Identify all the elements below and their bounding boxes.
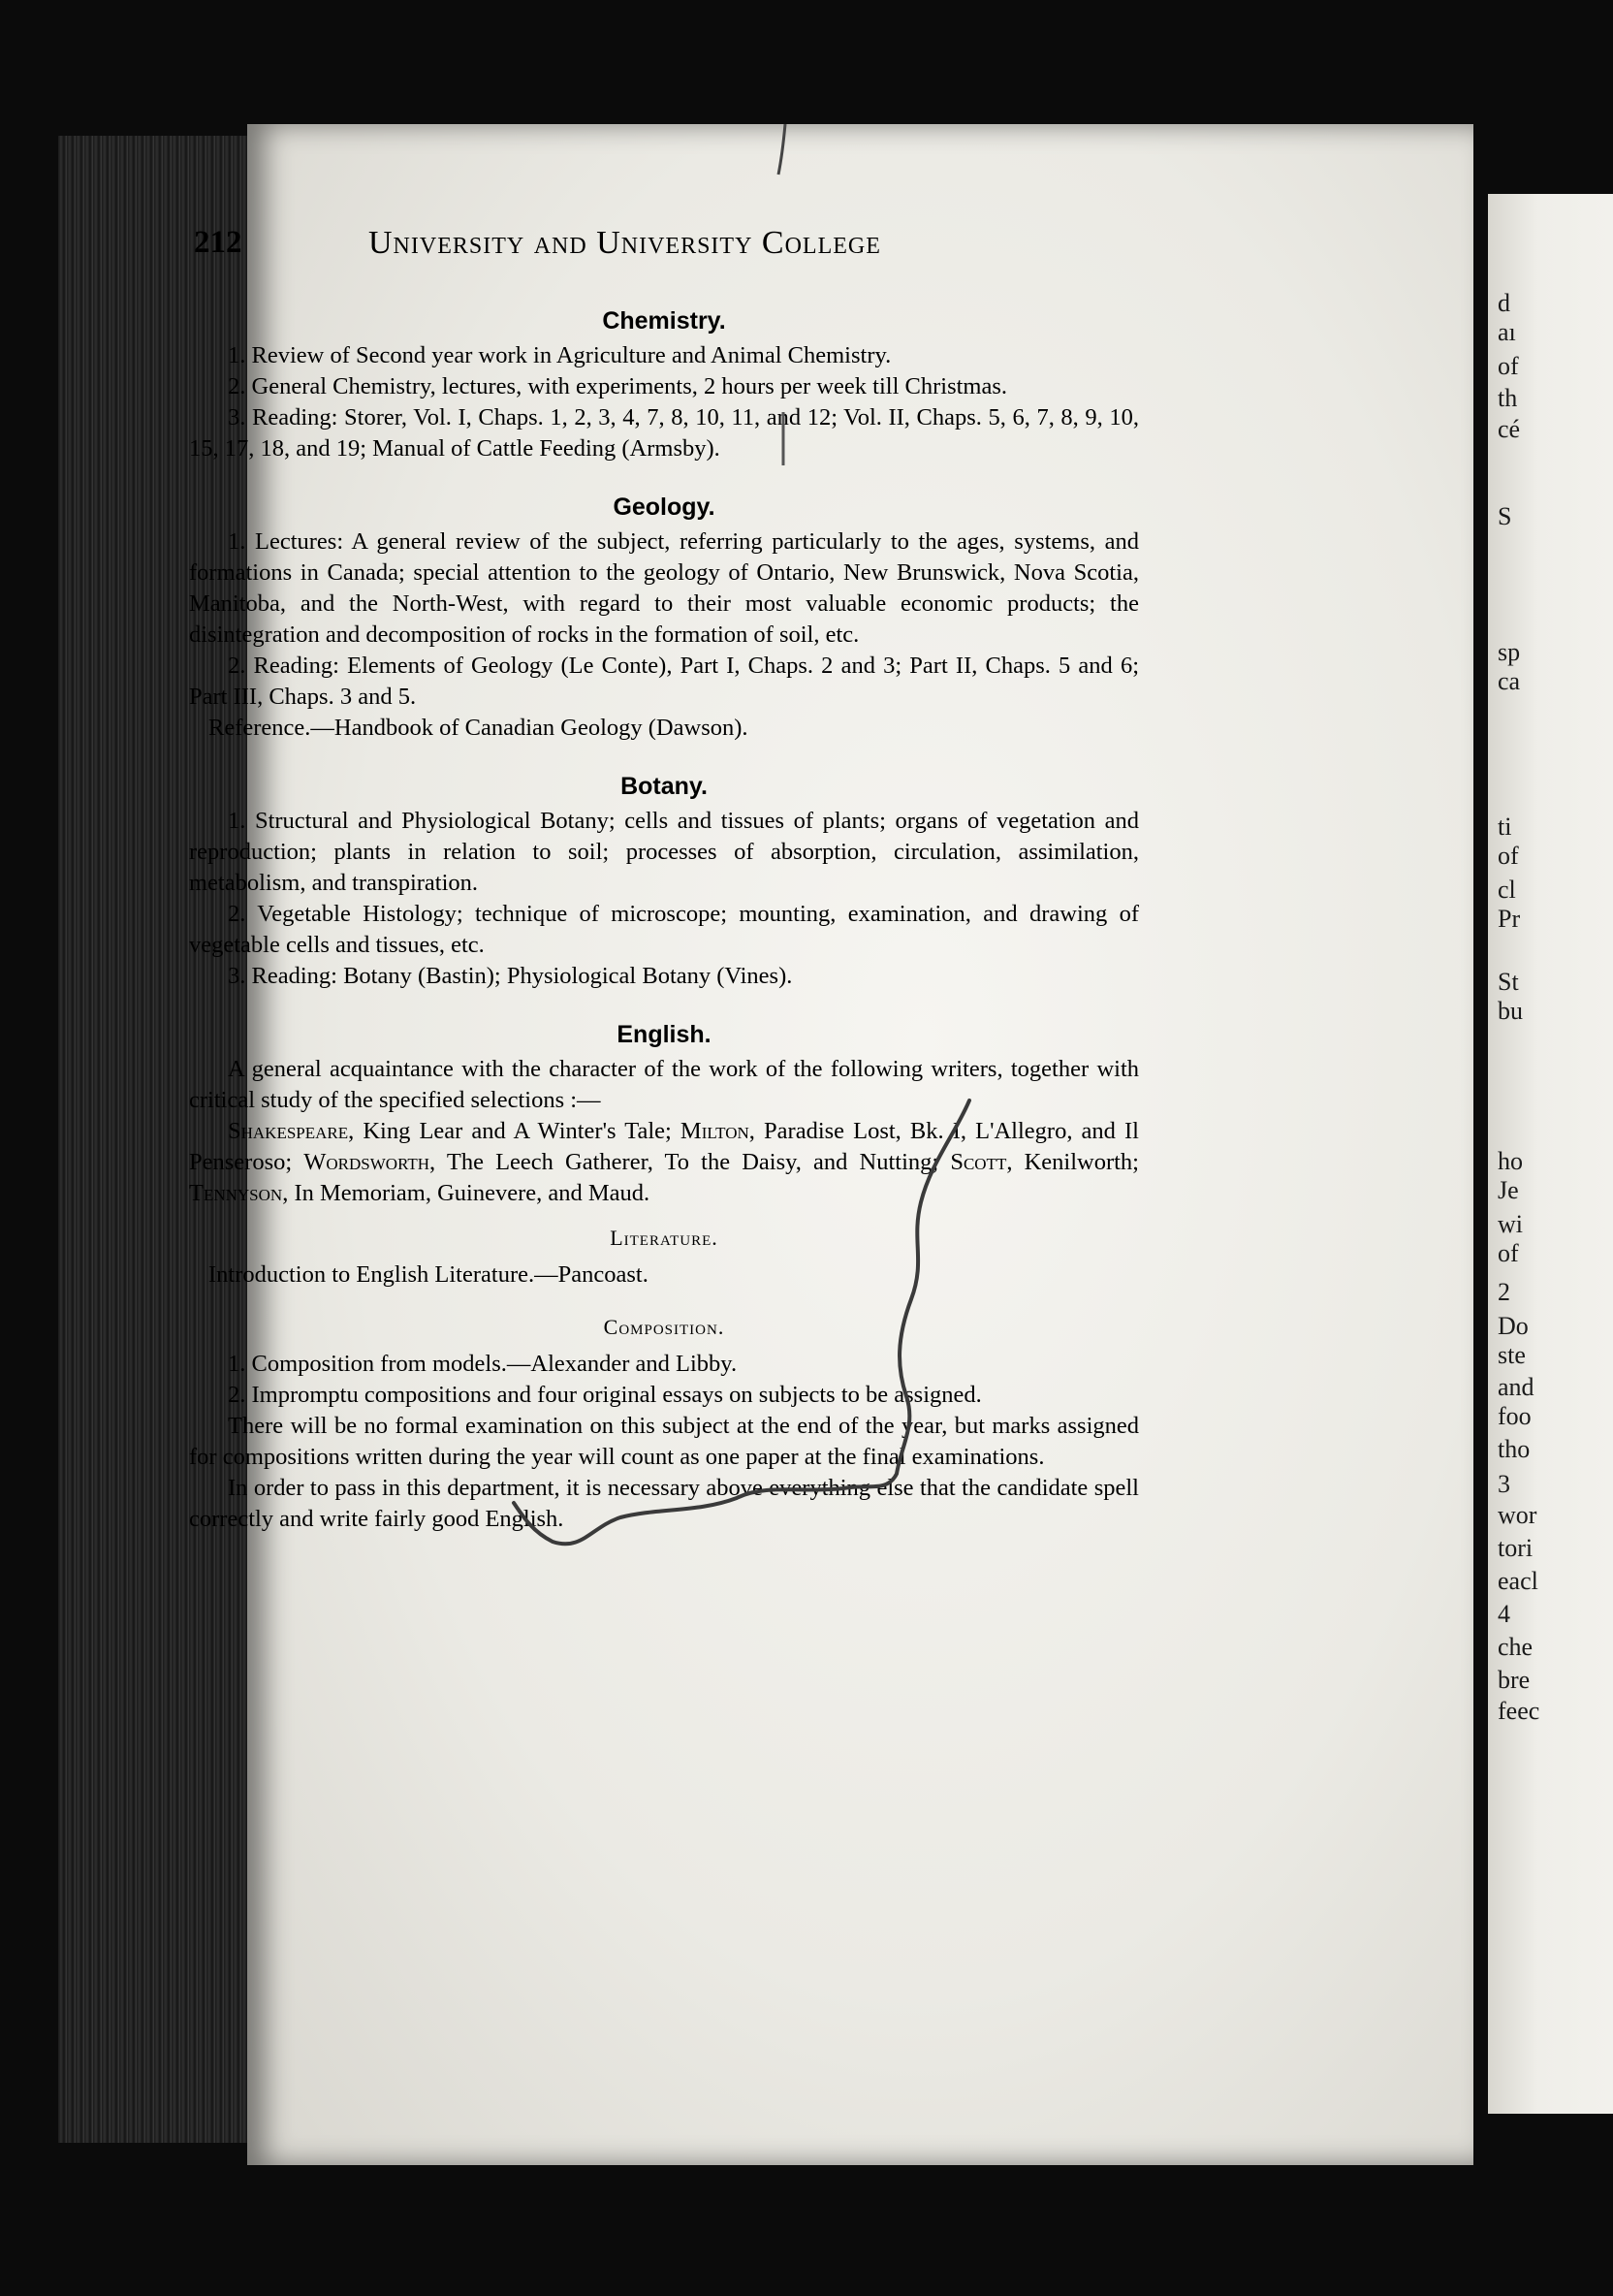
botany-item-3: 3. Reading: Botany (Bastin); Physiological Botany (Vines).	[228, 963, 793, 989]
geology-heading: Geology.	[613, 494, 715, 521]
right-page-fragment: cé	[1498, 415, 1521, 443]
botany-heading: Botany.	[620, 773, 708, 800]
right-page-fragment: cl	[1498, 876, 1516, 904]
right-page-fragment: th	[1498, 384, 1518, 412]
right-page-fragment: and	[1498, 1373, 1534, 1401]
right-page-fragment: sp	[1498, 638, 1521, 666]
composition-heading: Composition.	[603, 1315, 725, 1339]
right-page-fragment: ca	[1498, 667, 1521, 695]
english-authors	[189, 1116, 1139, 1209]
english-intro: A general acquaintance with the character of the work of the following writers, together with critical study of the specified selections :—	[189, 1056, 1139, 1113]
running-header	[194, 225, 1202, 264]
right-page-fragment: Je	[1498, 1176, 1519, 1204]
composition-item-1: 1. Composition from models.—Alexander and Libby.	[228, 1351, 738, 1377]
right-page-fragment: Do	[1498, 1312, 1529, 1340]
composition-note-exam: There will be no formal examination on this subject at the end of the year, but marks assigned for compositions written during the year will count as one paper at the final examinations.	[189, 1413, 1139, 1470]
works-milton: Paradise Lost, Bk. I, L'Allegro, and Il Penseroso;	[189, 1118, 1139, 1175]
works-wordsworth: The Leech Gatherer, To the Daisy, and Nutting;	[435, 1149, 951, 1175]
right-page-fragment: che	[1498, 1633, 1534, 1661]
author-shakespeare: Shakespeare,	[228, 1118, 355, 1144]
chemistry-item-1: 1. Review of Second year work in Agriculture and Animal Chemistry.	[228, 342, 892, 368]
right-page-fragment: tho	[1498, 1435, 1531, 1463]
right-page-fragment: ho	[1498, 1147, 1523, 1175]
right-page-fragment: bu	[1498, 997, 1523, 1025]
right-page-fragment: bre	[1498, 1666, 1531, 1694]
geology-item-1: 1. Lectures: A general review of the subject, referring particularly to the ages, systems, and formations in Canada; special attention to the geology of Ontario, New Brunswick, Nova Scotia, Manitoba, and the North-West, with regard to their most valuable economic products; the disintegration and decomposition of rocks in the formation of soil, etc.	[189, 528, 1139, 648]
right-page-fragment: aı	[1498, 318, 1516, 346]
geology-item-2: 2. Reading: Elements of Geology (Le Conte), Part I, Chaps. 2 and 3; Part II, Chaps. 5 and 6; Part III, Chaps. 3 and 5.	[189, 653, 1139, 710]
works-tennyson: In Memoriam, Guinevere, and Maud.	[288, 1180, 650, 1206]
right-page-fragment: of	[1498, 842, 1519, 870]
botany-item-1: 1. Structural and Physiological Botany; cells and tissues of plants; organs of vegetation and reproduction; plants in relation to soil; processes of absorption, circulation, assimilation, metabolism, and transpiration.	[189, 808, 1139, 896]
right-page-fragment: 2	[1498, 1278, 1510, 1306]
running-title: University and University College	[368, 225, 881, 261]
chemistry-item-3: 3. Reading: Storer, Vol. I, Chaps. 1, 2, 3, 4, 7, 8, 10, 11, and 12; Vol. II, Chaps. 5, 6, 7, 8, 9, 10, 15, 17, 18, and 19; Manual of Cattle Feeding (Armsby).	[189, 404, 1139, 462]
page-body	[189, 296, 1139, 1535]
right-page-fragment: foo	[1498, 1402, 1532, 1430]
right-page-fragment: eacl	[1498, 1567, 1538, 1595]
right-page-fragment: wi	[1498, 1210, 1523, 1238]
page-number: 212	[194, 225, 242, 260]
right-page-fragment: St	[1498, 968, 1519, 996]
botany-item-2: 2. Vegetable Histology; technique of microscope; mounting, examination, and drawing of vegetable cells and tissues, etc.	[189, 901, 1139, 958]
right-page-fragment: ste	[1498, 1341, 1526, 1369]
author-wordsworth: Wordsworth,	[303, 1149, 436, 1175]
composition-item-2: 2. Impromptu compositions and four original essays on subjects to be assigned.	[228, 1382, 982, 1408]
right-page-fragment: feec	[1498, 1697, 1540, 1725]
right-page-fragment: d	[1498, 289, 1510, 317]
right-page-fragment: tori	[1498, 1534, 1534, 1562]
right-page-fragment: of	[1498, 1239, 1519, 1267]
english-heading: English.	[617, 1021, 712, 1048]
author-milton: Milton,	[680, 1118, 755, 1144]
right-page-fragment: Pr	[1498, 905, 1521, 933]
works-scott: Kenilworth;	[1012, 1149, 1139, 1175]
chemistry-heading: Chemistry.	[602, 307, 726, 335]
composition-note-pass: In order to pass in this department, it is necessary above everything else that the candidate spell correctly and write fairly good English.	[189, 1475, 1139, 1532]
right-page-fragment: of	[1498, 352, 1519, 380]
right-page	[1488, 194, 1613, 2114]
right-page-fragment: wor	[1498, 1501, 1537, 1529]
author-tennyson: Tennyson,	[189, 1180, 289, 1206]
literature-text: Introduction to English Literature.—Pancoast.	[208, 1261, 648, 1288]
chemistry-item-2: 2. General Chemistry, lectures, with experiments, 2 hours per week till Christmas.	[228, 373, 1008, 399]
right-page-fragment: ti	[1498, 813, 1512, 841]
author-scott: Scott,	[950, 1149, 1013, 1175]
works-shakespeare: King Lear and A Winter's Tale;	[354, 1118, 680, 1144]
right-page-fragment: S	[1498, 502, 1512, 530]
right-page-fragment: 3	[1498, 1470, 1510, 1498]
literature-heading: Literature.	[610, 1226, 718, 1250]
right-page-fragment: 4	[1498, 1600, 1510, 1628]
geology-reference: Reference.—Handbook of Canadian Geology (Dawson).	[208, 715, 748, 741]
